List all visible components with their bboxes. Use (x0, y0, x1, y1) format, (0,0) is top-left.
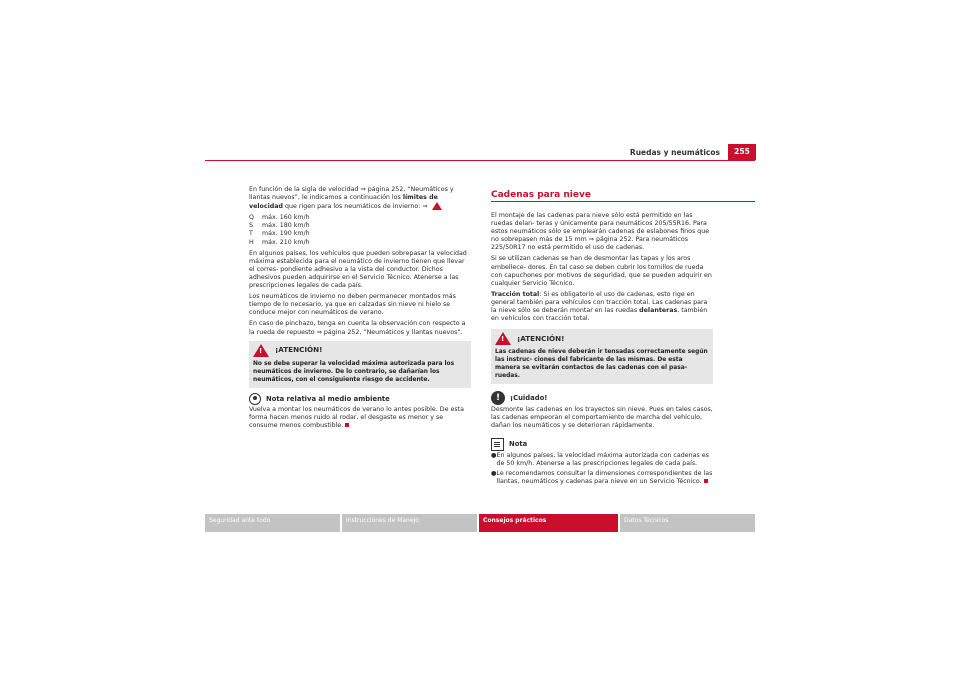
environment-note-text (249, 406, 471, 430)
speed-value: máx. 190 km/h (262, 230, 310, 238)
warning-text: No se debe superar la velocidad máxima autorizada para los neumáticos de invierno. De lo contrario, se dañarían los neumáticos, con el consiguiente riesgo de accidente. (253, 360, 455, 383)
paragraph: Los neumáticos de invierno no deben permanecer montados más tiempo de lo necesario, ya que en calzadas sin nieve ni hielo se conduce mejor con neumáticos de verano. (249, 293, 456, 317)
paragraph-text: : Si es obligatorio el uso de cadenas, esto rige en general también para vehículos con tracción total. Las cadenas para la nieve sólo se deberán montar en las ruedas (491, 290, 708, 315)
footer-tab-datos[interactable]: Datos Técnicos (620, 514, 755, 532)
speed-code: T (249, 230, 253, 238)
paragraph-text: , también en vehículos con tracción total. (491, 307, 708, 323)
caution-header (491, 391, 713, 405)
warning-ref-icon (432, 202, 442, 210)
note-header (491, 438, 713, 451)
exclamation-icon: ! (491, 391, 505, 405)
speed-item (249, 230, 471, 238)
note-title: Nota (509, 439, 528, 448)
footer-tab-seguridad[interactable]: Seguridad ante todo (205, 514, 340, 532)
footer-tab-consejos[interactable]: Consejos prácticos (479, 514, 618, 532)
speed-value: máx. 160 km/h (262, 214, 310, 222)
paragraph: Si se utilizan cadenas se han de desmontar las tapas y los aros embellece- dores. En tal caso se deben cubrir los tornillos de rueda con capuchones por motivos de seguridad, que se pueden adquirir en cualquier Servicio Técnico. (491, 255, 712, 287)
speed-value: máx. 180 km/h (262, 222, 310, 230)
note-item (491, 452, 713, 468)
caution-text: Desmonte las cadenas en los trayectos sin nieve. Pues en tales casos, las cadenas empeoran el comportamiento de marcha del vehículo, dañan los neumáticos y se deterioran rápidamente. (491, 406, 713, 430)
intro-bold: límites de velocidad (249, 194, 438, 211)
speed-code: H (249, 238, 254, 246)
left-column (249, 186, 471, 433)
environment-note-title: Nota relativa al medio ambiente (266, 394, 390, 403)
warning-text: Las cadenas de nieve deberán ir tensadas correctamente según las instruc- ciones del fabricante de las mismas. De esta manera se evitarán contactos de las cadenas con el pasa-ruedas. (495, 349, 708, 380)
end-mark-icon (704, 479, 708, 483)
paragraph: En algunos países, los vehículos que pueden sobrepasar la velocidad máxima establecida para el neumático de invierno tienen que llevar el corres- pondiente adhesivo a la vista del conductor. Dichos adhesivos pueden adquirirse en el Servicio Técnico. Atenerse a las prescripciones legales de cada país. (249, 249, 467, 290)
all-wheel-drive-label: Tracción total (491, 290, 540, 298)
bullet-icon: ● (491, 469, 497, 477)
warning-header (495, 332, 709, 345)
speed-item (249, 239, 471, 247)
warning-triangle-icon: ! (253, 344, 269, 357)
paragraph (491, 291, 713, 323)
footer-tab-instrucciones[interactable]: Instrucciones de Manejo (342, 514, 477, 532)
note-item-text: En algunos países, la velocidad máxima autorizada con cadenas es de 50 km/h. Atenerse a las prescripciones legales de cada país. (496, 451, 709, 467)
warning-header (253, 344, 467, 357)
warning-title: ¡ATENCIÓN! (517, 333, 565, 343)
warning-title: ¡ATENCIÓN! (275, 345, 323, 355)
warning-triangle-icon: ! (495, 332, 511, 345)
note-icon (491, 438, 504, 451)
note-item-text: Le recomendamos consultar la dimensiones correspondientes de las llantas, neumáticos y cadenas para nieve en un Servicio Técnico. (496, 469, 713, 485)
warning-box (249, 341, 471, 388)
end-mark-icon (345, 423, 349, 427)
speed-list (249, 214, 471, 246)
note-item-text-wrap (497, 470, 714, 486)
header-rule (205, 160, 755, 161)
intro-paragraph (249, 186, 471, 211)
front-wheels-bold: delanteras (639, 307, 678, 315)
speed-code: S (249, 222, 253, 230)
note-item (491, 470, 713, 486)
section-title: Cadenas para nieve (491, 190, 755, 202)
paragraph: En caso de pinchazo, tenga en cuenta la observación con respecto a la rueda de repuesto ⇒ página 252, “Neumáticos y llantas nuevos”. (249, 320, 466, 336)
page-number: 255 (728, 144, 756, 160)
right-column (491, 212, 713, 486)
environment-text: Vuelva a montar los neumáticos de verano lo antes posible. De esta forma hacen menos ruido al rodar, el desgaste es menor y se consume menos combustible. (249, 405, 464, 429)
environment-icon (249, 393, 261, 405)
environment-note-header (249, 393, 471, 405)
speed-code: Q (249, 214, 254, 222)
intro-text-a: En función de la sigla de velocidad ⇒ página 252, “Neumáticos y llantas nuevos”, le indicamos a continuación los (249, 186, 454, 202)
caution-title: ¡Cuidado! (510, 394, 548, 403)
speed-value: máx. 210 km/h (262, 238, 310, 246)
bullet-icon: ● (491, 451, 497, 459)
warning-box (491, 329, 713, 384)
intro-text-b: que rigen para los neumáticos de invierno: ⇒ (283, 203, 430, 211)
paragraph: El montaje de las cadenas para nieve sólo está permitido en las ruedas delan- teras y únicamente para neumáticos 205/55R16. Para estos neumáticos sólo se emplearán cadenas de eslabones finos que no sobrepasen más de 15 mm ⇒ página 252. Para neumáticos 225/50R17 no está permitido el uso de cadenas. (491, 212, 710, 252)
header-title: Ruedas y neumáticos (629, 148, 720, 157)
